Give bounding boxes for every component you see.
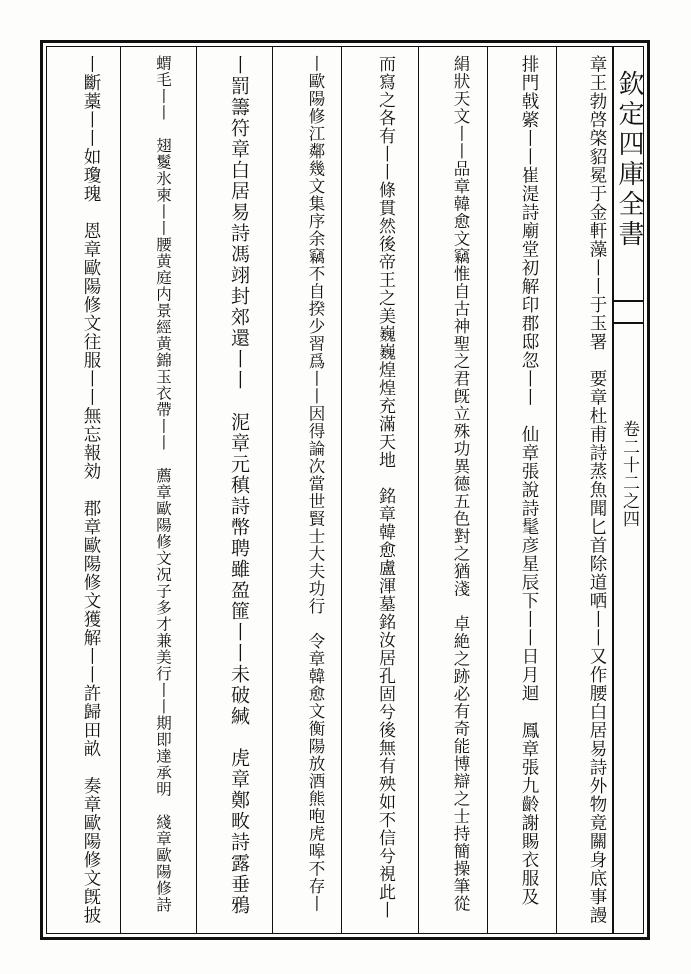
text-column-6: 丨罰籌符章白居易詩馮翊封郊還丨丨 泥章元稹詩幣聘雖盈篚丨丨未破緘 虎章鄭畋詩露垂鴉 xyxy=(228,55,250,916)
column-rule xyxy=(341,46,342,934)
column-rule xyxy=(196,46,197,934)
text-column-4: 而寫之各有丨丨條貫然後帝王之美巍巍煌煌充滿天地 銘章韓愈盧渾墓銘汝居孔固兮後無有殃如不信兮視此丨 xyxy=(375,55,395,919)
volume-label: 卷二十二之四 xyxy=(619,420,639,528)
fish-tail-mark xyxy=(612,300,644,324)
column-rule xyxy=(272,46,273,934)
column-rule xyxy=(418,46,419,934)
text-column-8: 丨斷藁丨丨如瓊瑰 恩章歐陽修文往服丨丨無忘報効 郡章歐陽修文獲解丨丨許歸田畝 奏章歐陽修文旣披 xyxy=(81,55,101,925)
column-rule xyxy=(556,46,557,934)
column-rule xyxy=(487,46,488,934)
text-column-7: 蝟毛丨丨 翅鬉氷柬丨丨腰黄庭内景經黄錦玉衣帶丨丨 薦章歐陽修文况子多才兼美行丨丨期即達承明 綫章歐陽修詩 xyxy=(154,55,172,913)
book-title: 欽定四庫全書 xyxy=(614,70,644,250)
text-column-5: 丨歐陽修江鄰幾文集序余竊不自揆少習爲丨丨因得論次當世賢士大夫功行 令章韓愈文衡陽放酒熊咆虎嗥不存丨 xyxy=(306,55,325,913)
text-column-1: 章王勃啓棨貂冕于金軒藻丨丨于玉署 要章杜甫詩蒸魚聞匕首除道哂丨丨又作腰白居易詩外物竟關身底事謾 xyxy=(587,55,607,925)
text-column-2: 排門戟綮丨丨崔湜詩廟堂初解印郡邸忽丨丨 仙章張說詩髦彦星辰下丨丨日月迴 鳳章張九齡謝賜衣服及 xyxy=(519,55,539,906)
column-rule xyxy=(120,46,121,934)
text-column-3: 絹狀天文丨丨品章韓愈文竊惟自古神聖之君旣立殊功異德五色對之猶淺 卓絶之跡必有奇能博辯之士持簡操筆從 xyxy=(451,55,470,913)
